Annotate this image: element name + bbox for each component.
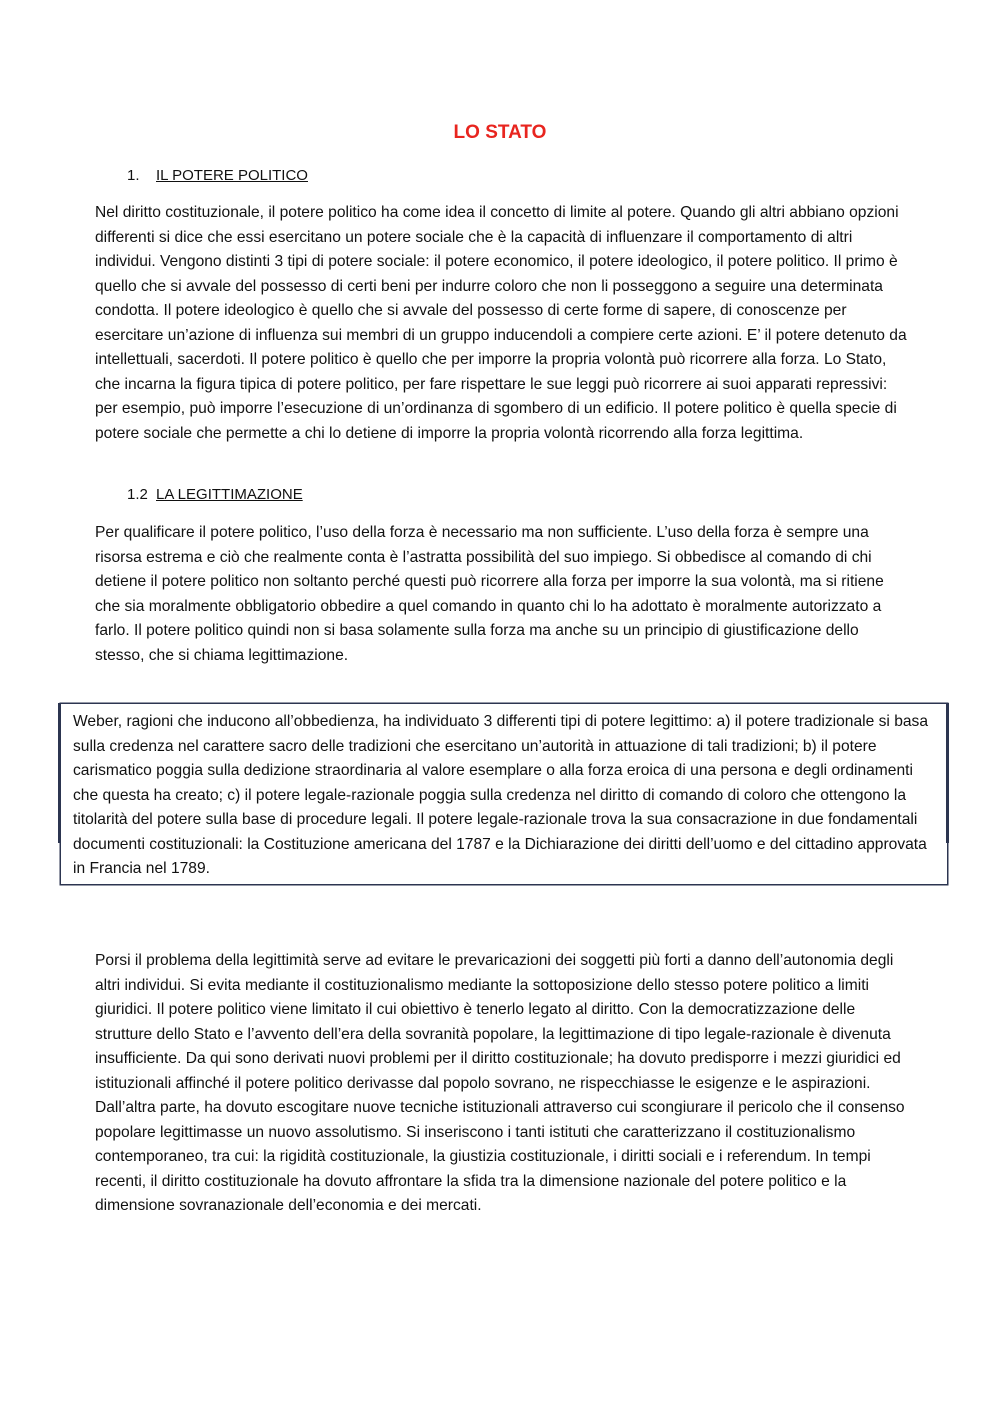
box-right-edge-mark	[946, 703, 949, 843]
section-title: IL POTERE POLITICO	[156, 167, 308, 184]
paragraph-legittimita: Porsi il problema della legittimità serve ad evitare le prevaricazioni dei soggetti più forti a danno dell’autonomia degli altri individui. Si evita mediante il costituzionalismo mediante la sottoposizione dello stesso potere politico a limiti giuridici. Il potere politico viene limitato il cui obiettivo è tenerlo legato al diritto. Con la democratizzazione delle strutture dello Stato e l’avvento dell’era della sovranità popolare, la legittimazione di tipo legale-razionale è divenuta insufficiente. Da qui sono derivati nuovi problemi per il diritto costituzionale; ha dovuto predisporre i mezzi giuridici ed istituzionali affinché il potere politico derivasse dal popolo sovrano, ne rispecchiasse le esigenze e le aspirazioni. Dall’altra parte, ha dovuto escogitare nuove tecniche istituzionali attraverso cui scongiurare il pericolo che il consenso popolare legittimasse un nuovo assolutismo. Si inseriscono i tanti istituti che caratterizzano il costituzionalismo contemporaneo, tra cui: la rigidità costituzionale, la giustizia costituzionale, i diritti sociali e i referendum. In tempi recenti, il diritto costituzionale ha dovuto affrontare la sfida tra la dimensione nazionale del potere politico e la dimensione sovranazionale dell’economia e dei mercati.	[95, 952, 905, 1214]
paragraph-potere-politico: Nel diritto costituzionale, il potere politico ha come idea il concetto di limite al potere. Quando gli altri abbiano opzioni differenti si dice che essi esercitano un potere sociale che è la capacità di influenzare il comportamento di altri individui. Vengono distinti 3 tipi di potere sociale: il potere economico, il potere ideologico, il potere politico. Il primo è quello che si avvale del possesso di certi beni per indurre coloro che non li posseggono a seguire una determinata condotta. Il potere ideologico è quello che si avvale del possesso di certe forme di sapere, di conoscenze per esercitare un’azione di influenza sui membri di un gruppo inducendoli a compiere certe azioni. E’ il potere detenuto da intellettuali, sacerdoti. Il potere politico è quello che per imporre la propria volontà può ricorrere alla forza. Lo Stato, che incarna la figura tipica di potere politico, per fare rispettare le sue leggi può ricorrere ai suoi apparati repressivi: per esempio, può imporre l’esecuzione di un’ordinanza di sgombero di un edificio. Il potere politico è quella specie di potere sociale che permette a chi lo detiene di imporre la propria volontà ricorrendo alla forza legittima.	[95, 204, 907, 442]
box-left-edge-mark	[58, 703, 61, 843]
section-number: 1.2	[127, 486, 148, 503]
text-box-weber	[60, 703, 948, 885]
section-number: 1.	[127, 167, 140, 184]
paragraph-legittimazione: Per qualificare il potere politico, l’uso della forza è necessario ma non sufficiente. L’uso della forza è sempre una risorsa estrema e ciò che realmente conta è l’astratta possibilità del suo impiego. Si obbedisce al comando di chi detiene il potere politico non soltanto perché questi può ricorrere alla forza per imporre la sua volontà, ma si ritiene che sia moralmente obbligatorio obbedire a quel comando in quanto chi lo ha adottato è moralmente autorizzato a farlo. Il potere politico quindi non si basa solamente sulla forza ma anche su un principio di giustificazione dello stesso, che si chiama legittimazione.	[95, 524, 884, 664]
section-heading-potere-politico	[127, 165, 308, 187]
page-title: LO STATO	[453, 122, 547, 143]
section-heading-legittimazione	[127, 484, 303, 506]
section-title: LA LEGITTIMAZIONE	[156, 486, 303, 503]
boxed-paragraph-weber: Weber, ragioni che inducono all’obbedienza, ha individuato 3 differenti tipi di potere legittimo: a) il potere tradizionale si basa sulla credenza nel carattere sacro delle tradizioni che esercitano un’autorità in attuazione di tali tradizioni; b) il potere carismatico poggia sulla dedizione straordinaria al valore esemplare o alla forza eroica di una persona e degli ordinamenti che questa ha creato; c) il potere legale-razionale poggia sulla credenza nel diritto di comando di coloro che ottengono la titolarità del potere sulla base di procedure legali. Il potere legale-razionale trova la sua consacrazione in due fondamentali documenti costituzionali: la Costituzione americana del 1787 e la Dichiarazione dei diritti dell’uomo e del cittadino approvata in Francia nel 1789.	[73, 713, 929, 877]
